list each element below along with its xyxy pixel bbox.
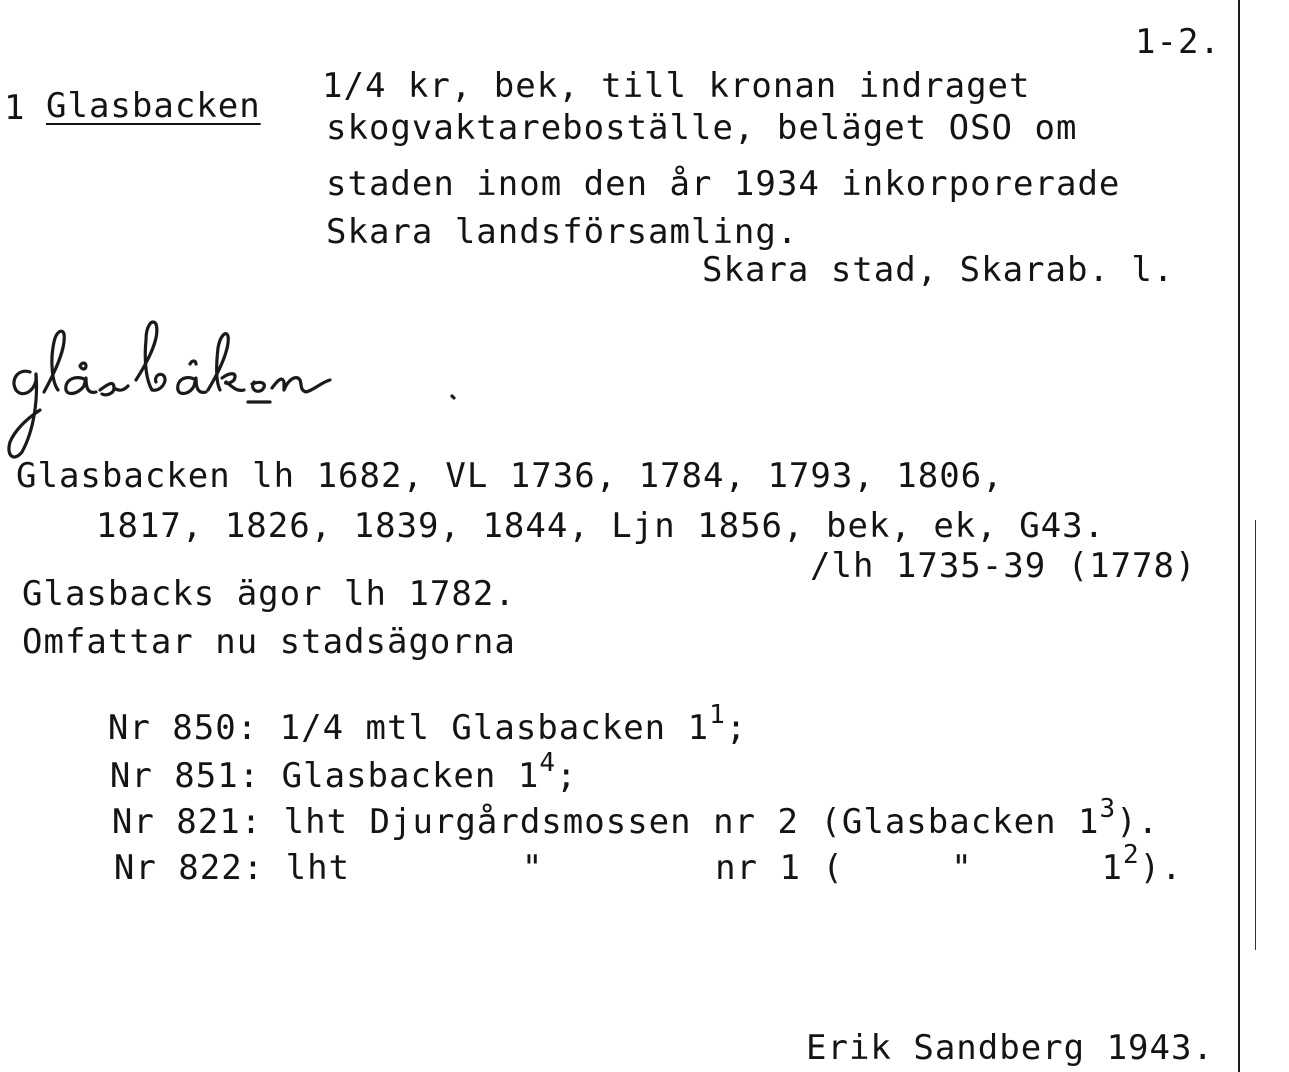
nr-850-end: ; [725,708,748,748]
agor-line: Glasbacks ägor lh 1782. [22,574,516,614]
nr-850-label: Nr 850: [107,708,259,748]
description-line-4: Skara landsförsamling. [326,212,799,252]
handwritten-pronunciation [0,310,480,470]
nr-821-text: lht Djurgårdsmossen nr 2 (Glasbacken 1 [283,802,1100,842]
nr-851-sup: 4 [539,748,556,778]
forms-line-2: 1817, 1826, 1839, 1844, Ljn 1856, bek, ek, G43. [96,506,1106,546]
nr-851-label: Nr 851: [109,756,261,796]
nr-822-sup: 2 [1123,840,1140,870]
nr-850-sup: 1 [709,700,726,730]
forms-line-1: Glasbacken lh 1682, VL 1736, 1784, 1793, 1806, [16,456,1004,496]
nr-821-end: ). [1116,802,1160,842]
card-edge-line [1238,0,1240,1072]
reference-number: 1-2. [1135,22,1221,62]
card-edge-line-inner [1255,520,1256,950]
description-line-1: 1/4 kr, bek, till kronan indraget [322,66,1031,106]
nr-822-line [28,808,1183,928]
omfattar-line: Omfattar nu stadsägorna [22,622,516,662]
nr-851-end: ; [555,756,578,796]
author-signature: Erik Sandberg 1943. [806,1028,1214,1068]
nr-821-sup: 3 [1099,794,1117,824]
description-line-2: skogvaktareboställe, beläget OSO om [326,108,1078,148]
forms-line-3: /lh 1735-39 (1778) [810,546,1197,586]
svg-text:glåsbåkən.: glåsbåkən. [0,311,7,312]
nr-821-label: Nr 821: [111,802,263,842]
nr-851-text: Glasbacken 1 [281,756,540,796]
headword: Glasbacken [46,86,261,126]
nr-822-text: lht " nr 1 ( " 1 [285,848,1123,888]
entry-number: 1 [4,88,26,128]
nr-822-end: ). [1139,848,1183,888]
parish-line: Skara stad, Skarab. l. [702,250,1175,290]
nr-822-label: Nr 822: [113,848,265,888]
description-line-3: staden inom den år 1934 inkorporerade [326,164,1121,204]
nr-850-text: 1/4 mtl Glasbacken 1 [279,708,710,748]
